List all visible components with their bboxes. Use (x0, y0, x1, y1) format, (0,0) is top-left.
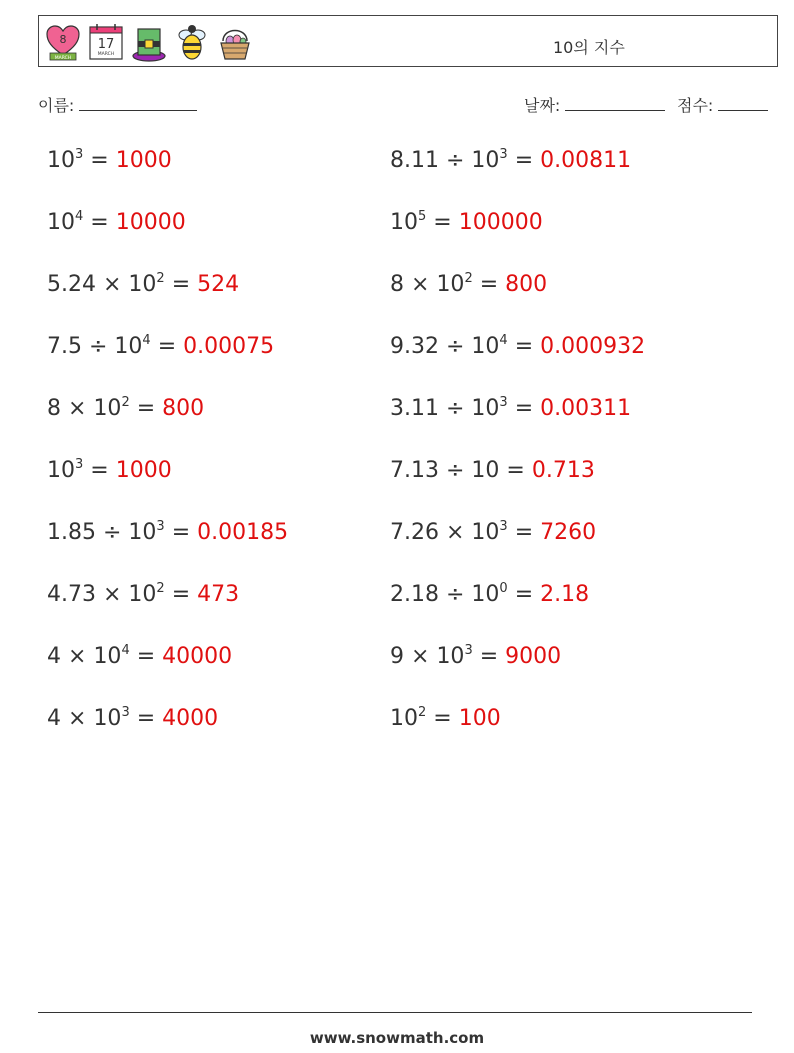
problem-answer: 0.00185 (197, 520, 289, 545)
problem-base: 10 (47, 210, 75, 235)
score-label: 점수: (677, 96, 714, 115)
problem-item (47, 644, 232, 669)
worksheet-title: 10의 지수 (553, 38, 625, 57)
equals-sign: = (129, 706, 163, 731)
problem-base: 10 (93, 644, 122, 669)
bee-icon (174, 21, 210, 63)
problem-operand: 3.11 (390, 396, 446, 421)
problem-base: 10 (436, 644, 465, 669)
equals-sign: = (507, 148, 541, 173)
problem-answer: 800 (162, 396, 205, 421)
equals-sign: = (472, 272, 506, 297)
problem-item (390, 396, 631, 421)
problem-answer: 0.00075 (183, 334, 275, 359)
problem-exponent: 3 (499, 519, 508, 534)
problem-item (390, 272, 547, 297)
problem-base: 10 (93, 706, 122, 731)
problem-operand: 2.18 (390, 582, 446, 607)
problem-answer: 800 (505, 272, 548, 297)
problem-answer: 0.000932 (540, 334, 646, 359)
problem-base: 10 (128, 582, 157, 607)
problem-answer: 524 (197, 272, 240, 297)
equals-sign: = (129, 644, 163, 669)
name-blank (79, 96, 197, 111)
problem-operand: 5.24 (47, 272, 103, 297)
problem-item (390, 458, 595, 483)
problem-item (47, 334, 274, 359)
problem-base: 10 (471, 334, 500, 359)
problem-answer: 1000 (115, 148, 172, 173)
problem-item (47, 396, 204, 421)
problem-answer: 10000 (115, 210, 186, 235)
problem-exponent: 2 (156, 271, 165, 286)
problem-base: 10 (471, 458, 500, 483)
problem-operand: 4 (47, 706, 68, 731)
problem-operator: ÷ (445, 334, 472, 359)
problem-exponent: 2 (464, 271, 473, 286)
problem-item (47, 210, 186, 235)
problem-item (390, 520, 596, 545)
problem-item (390, 644, 561, 669)
problem-item (390, 582, 589, 607)
problem-base: 10 (390, 210, 418, 235)
equals-sign: = (150, 334, 184, 359)
problem-exponent: 2 (121, 395, 130, 410)
problem-exponent: 3 (75, 457, 84, 472)
problem-item (47, 458, 172, 483)
equals-sign: = (507, 334, 541, 359)
problem-operator: ÷ (88, 334, 115, 359)
footer-website: www.snowmath.com (309, 1029, 485, 1047)
problem-item (47, 148, 172, 173)
problem-exponent: 3 (121, 705, 130, 720)
problem-exponent: 2 (156, 581, 165, 596)
problem-base: 10 (128, 272, 157, 297)
problem-item (390, 148, 631, 173)
problem-item (47, 706, 218, 731)
problem-operand: 7.13 (390, 458, 446, 483)
equals-sign: = (507, 396, 541, 421)
problem-base: 10 (471, 520, 500, 545)
equals-sign: = (426, 210, 459, 235)
name-label: 이름: (38, 96, 75, 115)
heart-number: 8 (59, 33, 67, 46)
problem-exponent: 3 (464, 643, 473, 658)
footer-divider (38, 1012, 752, 1013)
problem-exponent: 4 (142, 333, 151, 348)
worksheet-header (38, 15, 778, 67)
problem-operator: ÷ (102, 520, 129, 545)
problem-exponent: 3 (156, 519, 165, 534)
equals-sign: = (472, 644, 506, 669)
problem-answer: 4000 (162, 706, 219, 731)
equals-sign: = (83, 210, 116, 235)
heart-march-8-icon (45, 21, 81, 63)
problem-base: 10 (114, 334, 143, 359)
problem-base: 10 (93, 396, 122, 421)
problem-item (390, 210, 543, 235)
problem-answer: 473 (197, 582, 240, 607)
calendar-day: 17 (97, 37, 115, 52)
equals-sign: = (499, 458, 532, 483)
problem-exponent: 0 (499, 581, 508, 596)
problem-answer: 1000 (115, 458, 172, 483)
problem-operand: 7.26 (390, 520, 446, 545)
problem-base: 10 (47, 148, 75, 173)
problem-operator: ÷ (445, 148, 472, 173)
calendar-march-17-icon (88, 21, 124, 63)
problem-answer: 0.713 (531, 458, 595, 483)
problem-exponent: 3 (499, 395, 508, 410)
equals-sign: = (83, 148, 116, 173)
problem-base: 10 (47, 458, 75, 483)
date-field (524, 93, 665, 116)
problem-operator: × (411, 644, 437, 669)
problem-item (47, 582, 239, 607)
problem-answer: 100000 (458, 210, 543, 235)
problem-answer: 2.18 (540, 582, 590, 607)
problem-base: 10 (471, 582, 500, 607)
icon-strip (45, 21, 253, 63)
date-blank (565, 96, 665, 111)
problem-exponent: 5 (418, 209, 427, 224)
problem-operand: 8 (390, 272, 411, 297)
equals-sign: = (507, 520, 541, 545)
problem-answer: 40000 (162, 644, 233, 669)
problem-item (47, 520, 288, 545)
problem-operator: × (445, 520, 472, 545)
equals-sign: = (164, 582, 198, 607)
problem-operand: 8 (47, 396, 68, 421)
date-label: 날짜: (524, 96, 561, 115)
score-blank (718, 96, 768, 111)
problem-exponent: 2 (418, 705, 427, 720)
problem-operator: × (68, 706, 94, 731)
score-field (677, 93, 768, 116)
problem-base: 10 (436, 272, 465, 297)
problem-operator: ÷ (445, 396, 472, 421)
problem-exponent: 3 (499, 147, 508, 162)
problem-operand: 9.32 (390, 334, 446, 359)
problem-exponent: 4 (121, 643, 130, 658)
problem-base: 10 (390, 706, 418, 731)
equals-sign: = (164, 272, 198, 297)
leprechaun-hat-icon (131, 21, 167, 63)
problem-operator: × (411, 272, 437, 297)
problem-answer: 100 (458, 706, 501, 731)
problem-answer: 7260 (540, 520, 597, 545)
calendar-month: MARCH (97, 52, 115, 57)
problem-exponent: 4 (499, 333, 508, 348)
problem-answer: 0.00311 (540, 396, 632, 421)
problem-operand: 7.5 (47, 334, 89, 359)
problem-operand: 1.85 (47, 520, 103, 545)
problem-operand: 4.73 (47, 582, 103, 607)
problem-answer: 0.00811 (540, 148, 632, 173)
problem-operator: × (68, 396, 94, 421)
equals-sign: = (426, 706, 459, 731)
equals-sign: = (507, 582, 541, 607)
problem-operand: 8.11 (390, 148, 446, 173)
problem-base: 10 (471, 148, 500, 173)
problem-item (390, 706, 501, 731)
problem-operand: 9 (390, 644, 411, 669)
problem-operator: ÷ (445, 458, 472, 483)
easter-basket-icon (217, 21, 253, 63)
heart-ribbon-text: MARCH (54, 56, 72, 61)
problem-answer: 9000 (505, 644, 562, 669)
problem-base: 10 (128, 520, 157, 545)
problem-exponent: 3 (75, 147, 84, 162)
equals-sign: = (129, 396, 163, 421)
problem-item (390, 334, 645, 359)
problem-operand: 4 (47, 644, 68, 669)
problem-operator: × (102, 582, 129, 607)
problem-operator: × (68, 644, 94, 669)
name-field (38, 93, 197, 116)
equals-sign: = (83, 458, 116, 483)
equals-sign: = (164, 520, 198, 545)
problem-base: 10 (471, 396, 500, 421)
problem-operator: × (102, 272, 129, 297)
problem-exponent: 4 (75, 209, 84, 224)
problem-item (47, 272, 239, 297)
problem-operator: ÷ (445, 582, 472, 607)
